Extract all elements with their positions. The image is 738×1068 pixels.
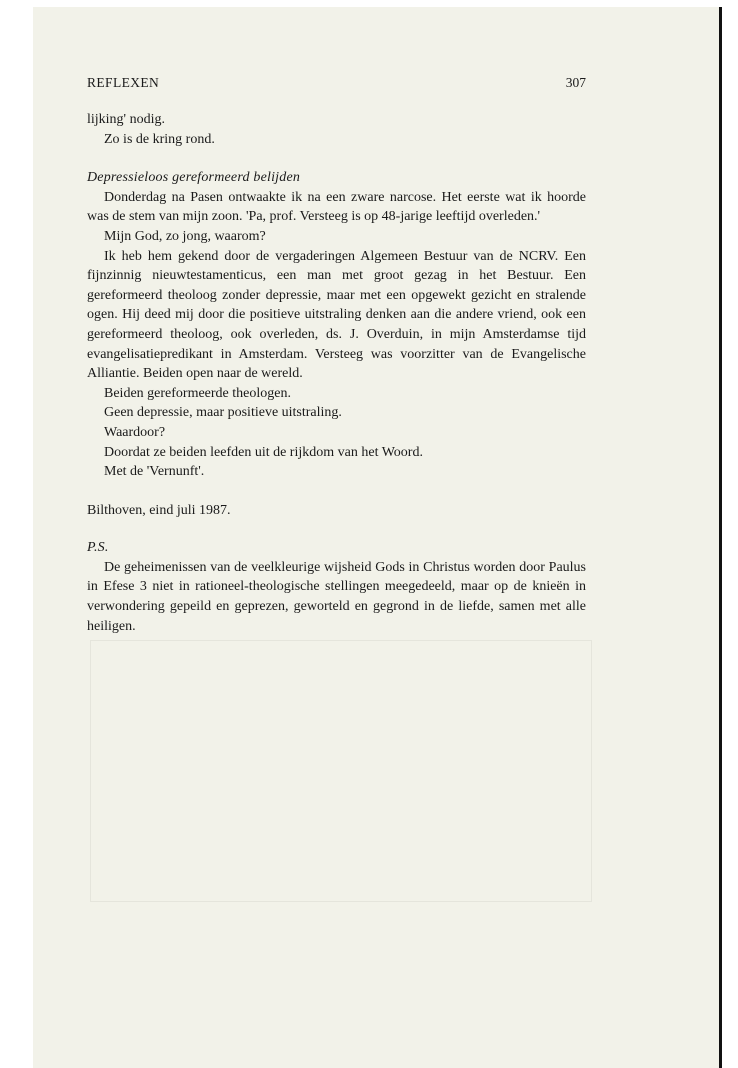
page-body: [87, 110, 586, 636]
ps-text: De geheimenissen van de veelkleurige wijsheid Gods in Christus worden door Paulus in Efese 3 niet in rationeel-theologische stellingen meegedeeld, maar op de knieën in verwondering gepeild en geprezen, geworteld en gegrond in de liefde, samen met alle heiligen.: [87, 559, 586, 634]
paragraph: Mijn God, zo jong, waarom?: [104, 228, 266, 244]
paragraph-gap: [87, 149, 586, 168]
paragraph: Ik heb hem gekend door de vergaderingen Algemeen Bestuur van de NCRV. Een fijnzinnig nieuwtestamenticus, een man met groot gezag in het Bestuur. Een gereformeerd theoloog zonder depressie, maar met een opgewekt gezicht en stralende ogen. Hij deed mij door die positieve uitstraling denken aan die andere vriend, ook een gereformeerd theoloog, ook overleden, ds. J. Overduin, in mijn Amsterdamse tijd evangelisatiepredikant in Amsterdam. Versteeg was voorzitter van de Evangelische Alliantie. Beiden open naar de wereld.: [87, 248, 586, 382]
ps-label: P.S.: [87, 540, 109, 556]
page-edge: [719, 7, 722, 1068]
paragraph: Waardoor?: [104, 424, 166, 440]
paragraph: Doordat ze beiden leefden uit de rijkdom van het Woord.: [104, 444, 423, 460]
running-title: REFLEXEN: [87, 75, 160, 90]
paragraph-gap: [87, 520, 586, 538]
opening-line: lijking' nodig.: [87, 112, 165, 127]
section-title: Depressieloos gereformeerd belijden: [87, 170, 301, 186]
closing-line: Zo is de kring rond.: [104, 131, 215, 147]
paragraph-gap: [87, 482, 586, 501]
paragraph: Geen depressie, maar positieve uitstraling.: [104, 405, 342, 421]
paragraph: Donderdag na Pasen ontwaakte ik na een zware narcose. Het eerste wat ik hoorde was de stem van mijn zoon. 'Pa, prof. Versteeg is op 48-jarige leeftijd overleden.': [87, 189, 586, 225]
signoff: Bilthoven, eind juli 1987.: [87, 502, 231, 518]
paragraph: Met de 'Vernunft'.: [104, 464, 205, 480]
paragraph: Beiden gereformeerde theologen.: [104, 385, 291, 401]
page-number: 307: [565, 75, 586, 90]
